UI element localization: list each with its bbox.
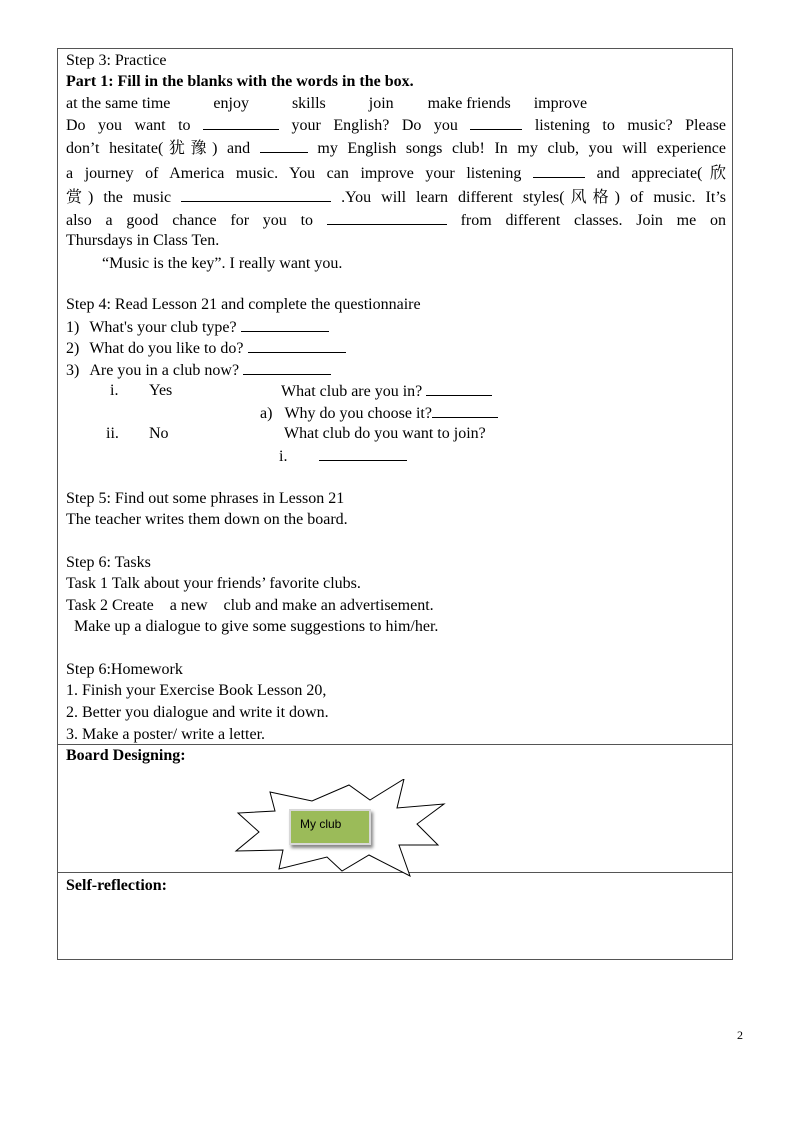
answer-blank[interactable] [319,446,407,461]
lesson-plan-table [57,48,733,960]
option-yes: Yes [149,382,173,399]
word-item: enjoy [213,95,249,112]
passage-line: Thursdays in Class Ten. [66,232,220,249]
page-number: 2 [737,1028,743,1042]
step5-title: Step 5: Find out some phrases in Lesson 21 [66,490,345,507]
yes-question: What club are you in? [281,381,492,402]
question-3: 3) Are you in a club now? [66,360,331,381]
task-2: Task 2 Create a new club and make an advertisement. [66,597,434,614]
option-no: No [149,425,169,442]
task-1: Task 1 Talk about your friends’ favorite clubs. [66,575,361,592]
answer-blank[interactable] [248,338,346,353]
answer-blank[interactable] [426,381,492,396]
no-question: What club do you want to join? [284,425,486,442]
step6-title: Step 6: Tasks [66,554,151,571]
answer-blank[interactable] [243,360,331,375]
board-designing-cell [58,745,732,873]
homework-item: 1. Finish your Exercise Book Lesson 20, [66,682,327,699]
step4-title: Step 4: Read Lesson 21 and complete the questionnaire [66,296,421,313]
word-item: join [368,95,394,112]
task-2-detail: Make up a dialogue to give some suggestions to him/her. [74,618,439,635]
word-item: make friends [427,95,511,112]
passage-line: a journey of America music. You can improve your listening and appreciate(欣 [66,165,727,182]
word-item: at the same time [66,95,171,112]
self-reflection-cell [58,873,732,959]
word-item: improve [533,95,588,112]
part1-title: Part 1: Fill in the blanks with the words in the box. [66,73,414,90]
word-item: skills [291,95,326,112]
my-club-box: My club [289,809,371,845]
answer-blank[interactable] [533,163,585,178]
answer-blank[interactable] [327,210,447,225]
quote-line: “Music is the key”. I really want you. [102,255,343,272]
steps-cell [58,49,732,745]
why-question: a) Why do you choose it? [260,403,498,424]
step3-title: Step 3: Practice [66,52,167,69]
question-1: 1) What's your club type? [66,317,329,338]
option-no-num: ii. [106,425,119,442]
option-yes-num: i. [110,382,119,399]
sub-item: i. [279,446,407,467]
word-box [66,94,587,114]
passage-line: don’t hesitate(犹豫) and my English songs club! In my club, you will experience [66,140,726,157]
passage-line: 赏) the music .You will learn different styles(风格) of music. It’s [66,189,726,206]
answer-blank[interactable] [181,187,331,202]
question-2: 2) What do you like to do? [66,338,346,359]
answer-blank[interactable] [260,138,308,153]
answer-blank[interactable] [432,403,498,418]
passage-line: also a good chance for you to from different classes. Join me on [66,212,727,229]
homework-title: Step 6:Homework [66,661,183,678]
answer-blank[interactable] [203,115,279,130]
step5-line: The teacher writes them down on the board. [66,511,348,528]
answer-blank[interactable] [241,317,329,332]
reflection-title: Self-reflection: [66,877,167,894]
passage-line: Do you want to your English? Do you listening to music? Please [66,117,727,134]
homework-item: 2. Better you dialogue and write it down. [66,704,329,721]
answer-blank[interactable] [470,115,522,130]
homework-item: 3. Make a poster/ write a letter. [66,726,266,743]
board-title: Board Designing: [66,747,186,764]
